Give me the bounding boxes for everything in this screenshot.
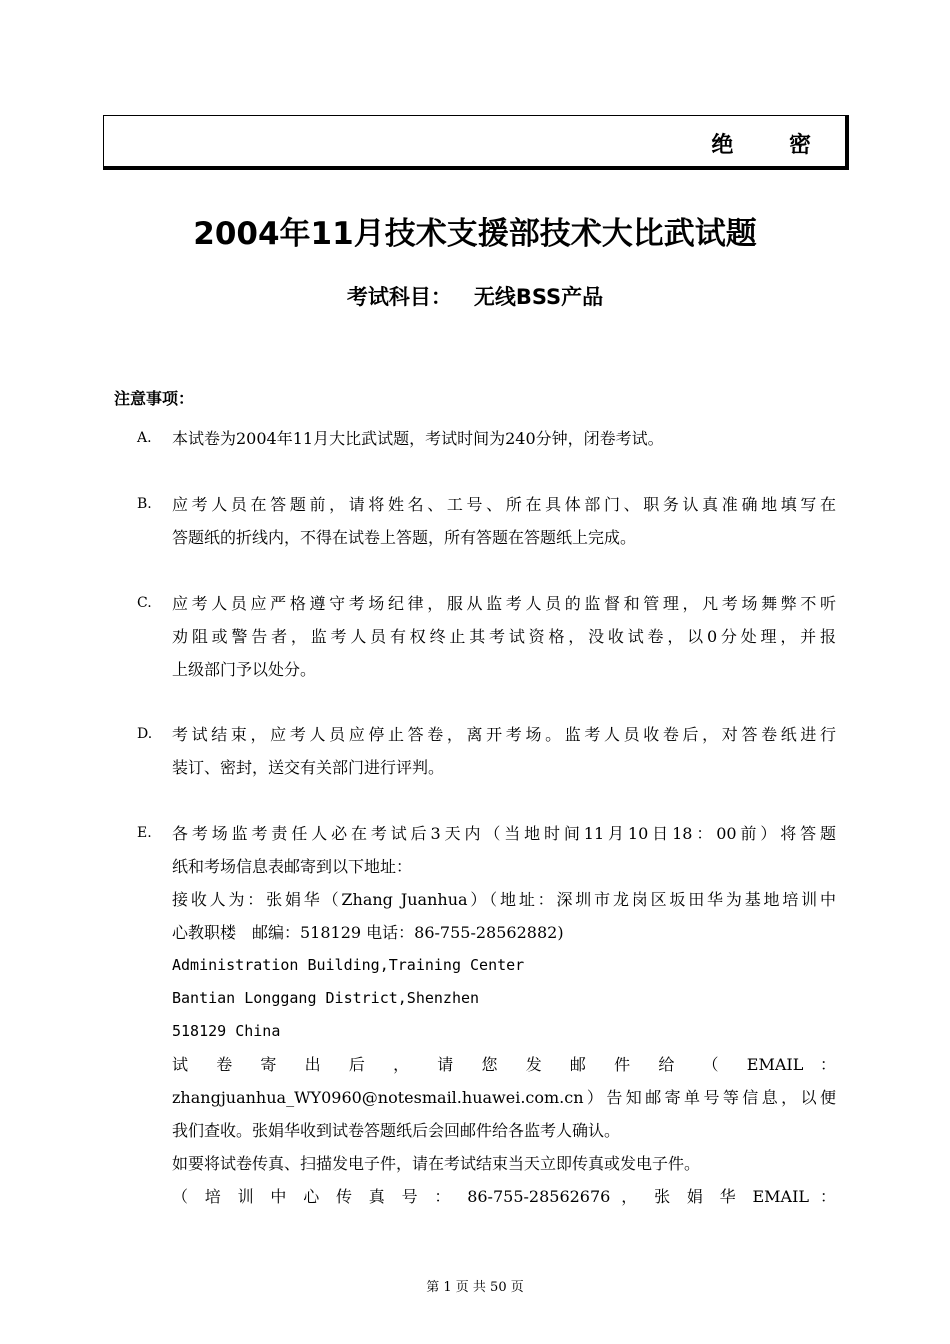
item-letter: D.	[137, 726, 153, 742]
item-letter: B.	[137, 496, 152, 512]
email-line: zhangjuanhua_WY0960@notesmail.huawei.com.cn）告知邮寄单号等信息，以便	[172, 1088, 836, 1107]
subject-value: 无线BSS产品	[473, 285, 604, 309]
item-line: 试 卷 寄 出 后 ， 请 您 发 邮 件 给 （ EMAIL ：	[172, 1055, 836, 1074]
notice-heading: 注意事项：	[114, 389, 195, 408]
notice-item-a	[137, 422, 837, 455]
item-line: 考试结束，应考人员应停止答卷，离开考场。监考人员收卷后，对答卷纸进行	[172, 725, 836, 744]
notice-item-d	[137, 718, 837, 784]
item-line: 接收人为：张娟华（Zhang Juanhua）（地址：深圳市龙岗区坂田华为基地培训中	[172, 890, 836, 909]
confidential-label: 绝 密	[711, 133, 835, 158]
notice-item-c	[137, 587, 837, 686]
item-letter: C.	[137, 595, 152, 611]
item-line: 应考人员应严格遵守考场纪律，服从监考人员的监督和管理，凡考场舞弊不听	[172, 594, 836, 613]
address-line: Bantian Longgang District,Shenzhen	[172, 989, 480, 1007]
item-letter: E.	[137, 825, 152, 841]
item-line: 本试卷为2004年11月大比武试题，考试时间为240分钟，闭卷考试。	[172, 429, 664, 448]
item-line: 我们查收。张娟华收到试卷答题纸后会回邮件给各监考人确认。	[172, 1121, 621, 1140]
address-line: Administration Building,Training Center	[172, 956, 525, 974]
item-line: 如要将试卷传真、扫描发电子件，请在考试结束当天立即传真或发电子件。	[172, 1154, 701, 1173]
item-line: 上级部门予以处分。	[172, 660, 317, 679]
item-line: 各考场监考责任人必在考试后3天内（当地时间11月10日18：00前）将答题	[172, 824, 836, 843]
item-line: 应考人员在答题前，请将姓名、工号、所在具体部门、职务认真准确地填写在	[172, 495, 836, 514]
item-line: 答题纸的折线内，不得在试卷上答题，所有答题在答题纸上完成。	[172, 528, 637, 547]
item-line: 心教职楼 邮编：518129 电话：86-755-28562882)	[172, 923, 564, 942]
subject-label: 考试科目：	[346, 285, 452, 309]
item-line: 纸和考场信息表邮寄到以下地址：	[172, 857, 413, 876]
item-line: （ 培 训 中 心 传 真 号 ： 86-755-28562676 ， 张 娟 华 EMAIL ：	[172, 1187, 836, 1206]
item-letter: A.	[137, 430, 152, 446]
notice-item-e	[137, 817, 837, 1213]
item-line: 装订、密封，送交有关部门进行评判。	[172, 758, 445, 777]
page-footer: 第 1 页 共 50 页	[426, 1280, 524, 1295]
exam-subject	[0, 281, 950, 311]
exam-title: 2004年11月技术支援部技术大比武试题	[193, 216, 757, 252]
confidential-box	[103, 115, 849, 170]
item-line: 劝阻或警告者，监考人员有权终止其考试资格，没收试卷，以0分处理，并报	[172, 627, 836, 646]
notice-item-b	[137, 488, 837, 554]
address-line: 518129 China	[172, 1022, 281, 1040]
